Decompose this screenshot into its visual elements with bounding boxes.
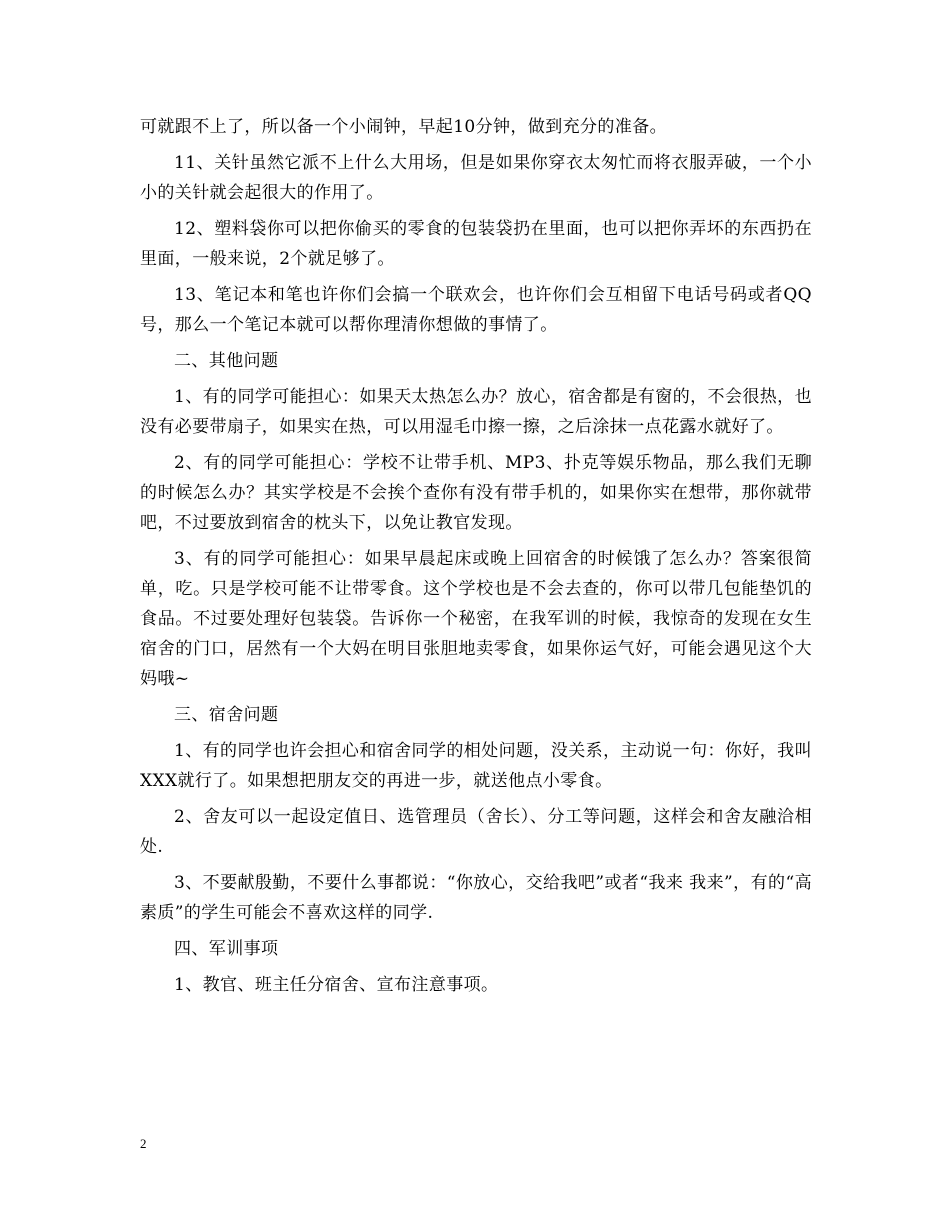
section-heading-dorm-issues: 三、宿舍问题 (174, 705, 279, 725)
page-number: 2 (140, 1136, 147, 1151)
paragraph-dorm-1: 1、有的同学也许会担心和宿舍同学的相处问题，没关系，主动说一句：你好，我叫XXX就行了。如果想把朋友交的再进一步，就送他点小零食。 (140, 741, 812, 791)
paragraph-other-2: 2、有的同学可能担心：学校不让带手机、MP3、扑克等娱乐物品，那么我们无聊的时候怎么办？其实学校是不会挨个查你有没有带手机的，如果你实在想带，那你就带吧，不过要放到宿舍的枕头下，以免让教官发现。 (140, 453, 812, 533)
paragraph-other-1: 1、有的同学可能担心：如果天太热怎么办？放心，宿舍都是有窗的，不会很热，也没有必要带扇子，如果实在热，可以用湿毛巾擦一擦，之后涂抹一点花露水就好了。 (140, 387, 812, 437)
paragraph-item-11: 11、关针虽然它派不上什么大用场，但是如果你穿衣太匆忙而将衣服弄破，一个小小的关针就会起很大的作用了。 (140, 153, 812, 203)
paragraph-dorm-3: 3、不要献殷勤，不要什么事都说：“你放心，交给我吧”或者“我来 我来”，有的“高素质”的学生可能会不喜欢这样的同学. (140, 873, 812, 923)
paragraph-item-12: 12、塑料袋你可以把你偷买的零食的包装袋扔在里面，也可以把你弄坏的东西扔在里面，一般来说，2个就足够了。 (140, 219, 812, 269)
document-body (140, 112, 812, 1006)
paragraph-other-3: 3、有的同学可能担心：如果早晨起床或晚上回宿舍的时候饿了怎么办？答案很简单，吃。只是学校可能不让带零食。这个学校也是不会去查的，你可以带几包能垫饥的食品。不过要处理好包装袋。告诉你一个秘密，在我军训的时候，我惊奇的发现在女生宿舍的门口，居然有一个大妈在明目张胆地卖零食，如果你运气好，可能会遇见这个大妈哦~ (140, 549, 812, 689)
paragraph-continuation: 可就跟不上了，所以备一个小闹钟，早起10分钟，做到充分的准备。 (140, 117, 668, 137)
paragraph-item-13: 13、笔记本和笔也许你们会搞一个联欢会，也许你们会互相留下电话号码或者QQ号，那么一个笔记本就可以帮你理清你想做的事情了。 (140, 285, 812, 335)
section-heading-military-training: 四、军训事项 (174, 939, 279, 959)
paragraph-dorm-2: 2、舍友可以一起设定值日、选管理员（舍长）、分工等问题，这样会和舍友融洽相处. (140, 807, 812, 857)
section-heading-other-issues: 二、其他问题 (174, 351, 279, 371)
paragraph-training-1: 1、教官、班主任分宿舍、宣布注意事项。 (174, 975, 499, 995)
